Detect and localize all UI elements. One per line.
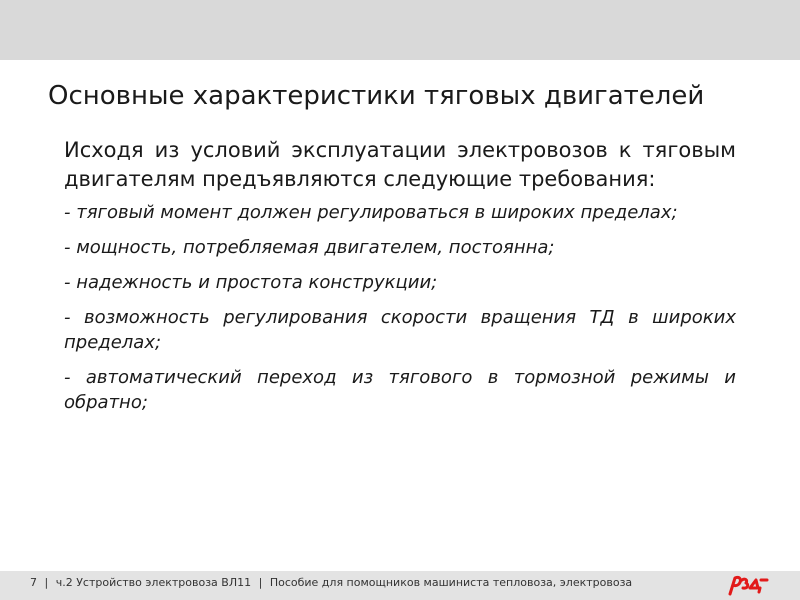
footer-separator: | bbox=[258, 576, 263, 589]
list-item: - тяговый момент должен регулироваться в широких пределах; bbox=[64, 202, 678, 223]
footer-separator: | bbox=[44, 576, 49, 589]
header-band bbox=[0, 0, 800, 60]
list-item: - надежность и простота конструкции; bbox=[64, 272, 438, 293]
page-number: 7 bbox=[30, 576, 37, 589]
rzd-logo-icon bbox=[726, 572, 770, 598]
list-item: - автоматический переход из тягового в тормозной режимы и обратно; bbox=[64, 367, 736, 413]
requirements-list bbox=[64, 200, 736, 415]
slide-title: Основные характеристики тяговых двигателей bbox=[48, 81, 705, 111]
intro-paragraph: Исходя из условий эксплуатации электровозов к тяговым двигателям предъявляются следующие требования: bbox=[64, 138, 736, 191]
footer bbox=[30, 576, 632, 590]
footer-section: ч.2 Устройство электровоза ВЛ11 bbox=[55, 576, 252, 589]
list-item: - возможность регулирования скорости вращения ТД в широких пределах; bbox=[64, 307, 736, 353]
slide-content bbox=[64, 136, 736, 425]
footer-source: Пособие для помощников машиниста тепловоза, электровоза bbox=[269, 576, 633, 589]
list-item: - мощность, потребляемая двигателем, постоянна; bbox=[64, 237, 555, 258]
